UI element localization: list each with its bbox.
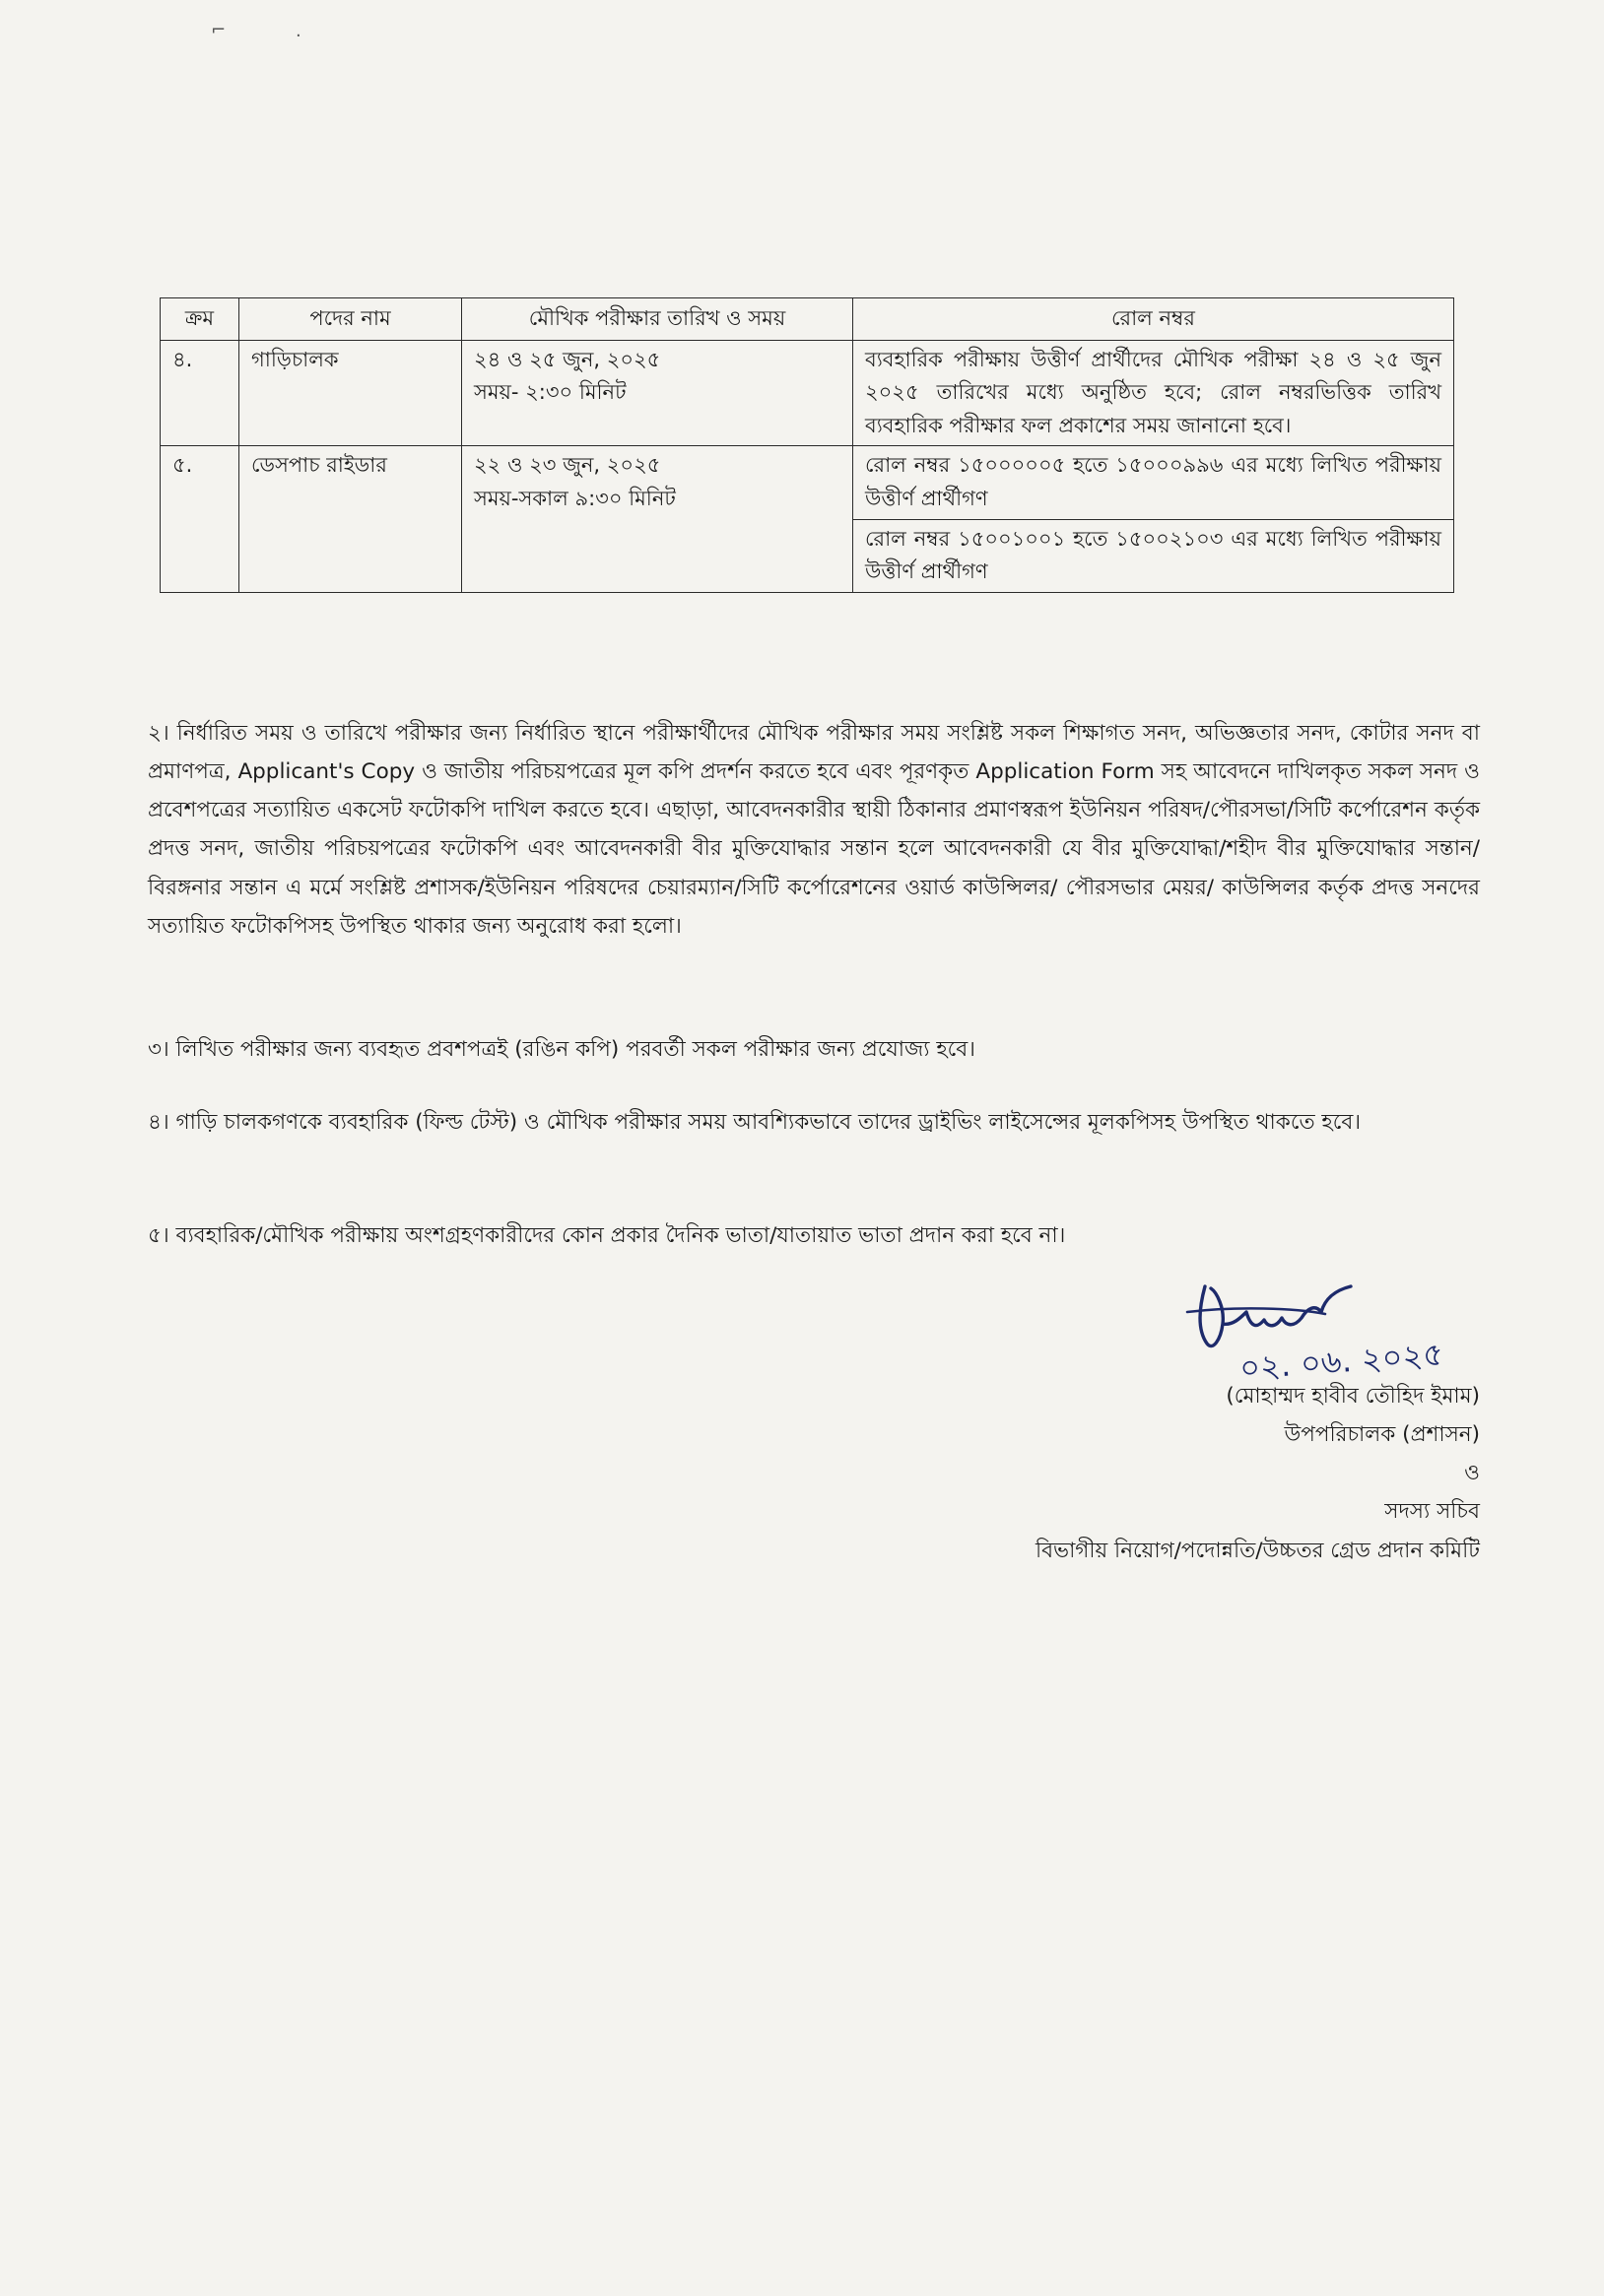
signatory-committee: বিভাগীয় নিয়োগ/পদোন্নতি/উচ্চতর গ্রেড প্রদান কমিটি bbox=[1035, 1538, 1480, 1563]
date-text: ২৪ ও ২৫ জুন, ২০২৫ bbox=[474, 347, 661, 371]
handwritten-signature bbox=[1177, 1269, 1473, 1392]
scan-artifact-mark: · bbox=[296, 26, 301, 46]
header-serial: ক্রম bbox=[161, 298, 239, 341]
signatory-designation: উপপরিচালক (প্রশাসন) bbox=[1284, 1422, 1480, 1448]
table-header-row bbox=[161, 298, 1454, 341]
cell-roll-range: রোল নম্বর ১৫০০১০০১ হতে ১৫০০২১০৩ এর মধ্যে লিখিত পরীক্ষায় উত্তীর্ণ প্রার্থীগণ bbox=[853, 519, 1454, 592]
paragraph-4-driving-license: ৪। গাড়ি চালকগণকে ব্যবহারিক (ফিল্ড টেস্ট) ও মৌখিক পরীক্ষার সময় আবশ্যিকভাবে তাদের ড্রাইভিং লাইসেন্সের মূলকপিসহ উপস্থিত থাকতে হবে। bbox=[148, 1110, 1362, 1135]
signatory-block bbox=[1036, 1377, 1480, 1570]
paragraph-2-document-requirements: ২। নির্ধারিত সময় ও তারিখে পরীক্ষার জন্য নির্ধারিত স্থানে পরীক্ষার্থীদের মৌখিক পরীক্ষার সময় সংশ্লিষ্ট সকল শিক্ষাগত সনদ, অভিজ্ঞতার সনদ, কোটার সনদ বা প্রমাণপত্র, Applicant's Copy ও জাতীয় পরিচয়পত্রের মূল কপি প্রদর্শন করতে হবে এবং পূরণকৃত Application Form সহ আবেদনে দাখিলকৃত সকল সনদ ও প্রবেশপত্রের সত্যায়িত একসেট ফটোকপি দাখিল করতে হবে। এছাড়া, আবেদনকারীর স্থায়ী ঠিকানার প্রমাণস্বরূপ ইউনিয়ন পরিষদ/পৌরসভা/সিটি কর্পোরেশন কর্তৃক প্রদত্ত সনদ, জাতীয় পরিচয়পত্রের ফটোকপি এবং আবেদনকারী বীর মুক্তিযোদ্ধার সন্তান হলে আবেদনকারী যে বীর মুক্তিযোদ্ধা/শহীদ বীর মুক্তিযোদ্ধার সন্তান/বিরঙ্গনার সন্তান এ মর্মে সংশ্লিষ্ট প্রশাসক/ইউনিয়ন পরিষদের চেয়ারম্যান/সিটি কর্পোরেশনের ওয়ার্ড কাউন্সিলর/ পৌরসভার মেয়র/ কাউন্সিলর কর্তৃক প্রদত্ত সনদের সত্যায়িত ফটোকপিসহ উপস্থিত থাকার জন্য অনুরোধ করা হলো। bbox=[148, 721, 1480, 939]
cell-serial: ৪. bbox=[161, 340, 239, 446]
paragraph-3-admit-card: ৩। লিখিত পরীক্ষার জন্য ব্যবহৃত প্রবশপত্রই (রঙিন কপি) পরবর্তী সকল পরীক্ষার জন্য প্রযোজ্য হবে। bbox=[148, 1037, 975, 1062]
cell-date-time bbox=[462, 340, 853, 446]
oral-exam-schedule-table bbox=[160, 297, 1454, 593]
cell-roll-info: ব্যবহারিক পরীক্ষায় উত্তীর্ণ প্রার্থীদের মৌখিক পরীক্ষা ২৪ ও ২৫ জুন ২০২৫ তারিখের মধ্যে অনুষ্ঠিত হবে; রোল নম্বরভিত্তিক তারিখ ব্যবহারিক পরীক্ষার ফল প্রকাশের সময় জানানো হবে। bbox=[853, 340, 1454, 446]
cell-serial: ৫. bbox=[161, 446, 239, 592]
header-roll-number: রোল নম্বর bbox=[853, 298, 1454, 341]
header-oral-exam-date-time: মৌখিক পরীক্ষার তারিখ ও সময় bbox=[462, 298, 853, 341]
signatory-role: সদস্য সচিব bbox=[1384, 1499, 1480, 1525]
cell-roll-range: রোল নম্বর ১৫০০০০০৫ হতে ১৫০০০৯৯৬ এর মধ্যে লিখিত পরীক্ষায় উত্তীর্ণ প্রার্থীগণ bbox=[853, 446, 1454, 519]
date-text: ২২ ও ২৩ জুন, ২০২৫ bbox=[474, 453, 661, 478]
handwritten-date: ০২. ০৬. ২০২৫ bbox=[1237, 1335, 1445, 1387]
paragraph-5-no-allowance: ৫। ব্যবহারিক/মৌখিক পরীক্ষায় অংশগ্রহণকারীদের কোন প্রকার দৈনিক ভাতা/যাতায়াত ভাতা প্রদান করা হবে না। bbox=[148, 1223, 1066, 1248]
header-post-name: পদের নাম bbox=[239, 298, 462, 341]
cell-post-name: ডেসপাচ রাইডার bbox=[239, 446, 462, 592]
signatory-name: (মোহাম্মদ হাবীব তৌহিদ ইমাম) bbox=[1226, 1384, 1480, 1409]
cell-post-name: গাড়িচালক bbox=[239, 340, 462, 446]
table-row bbox=[161, 340, 1454, 446]
signatory-conjunction: ও bbox=[1464, 1461, 1480, 1486]
time-text: সময়- ২:৩০ মিনিট bbox=[474, 380, 627, 405]
cell-date-time bbox=[462, 446, 853, 592]
time-text: সময়-সকাল ৯:৩০ মিনিট bbox=[474, 486, 676, 510]
scan-artifact-mark: ⌐ bbox=[211, 20, 227, 40]
table-row bbox=[161, 446, 1454, 519]
